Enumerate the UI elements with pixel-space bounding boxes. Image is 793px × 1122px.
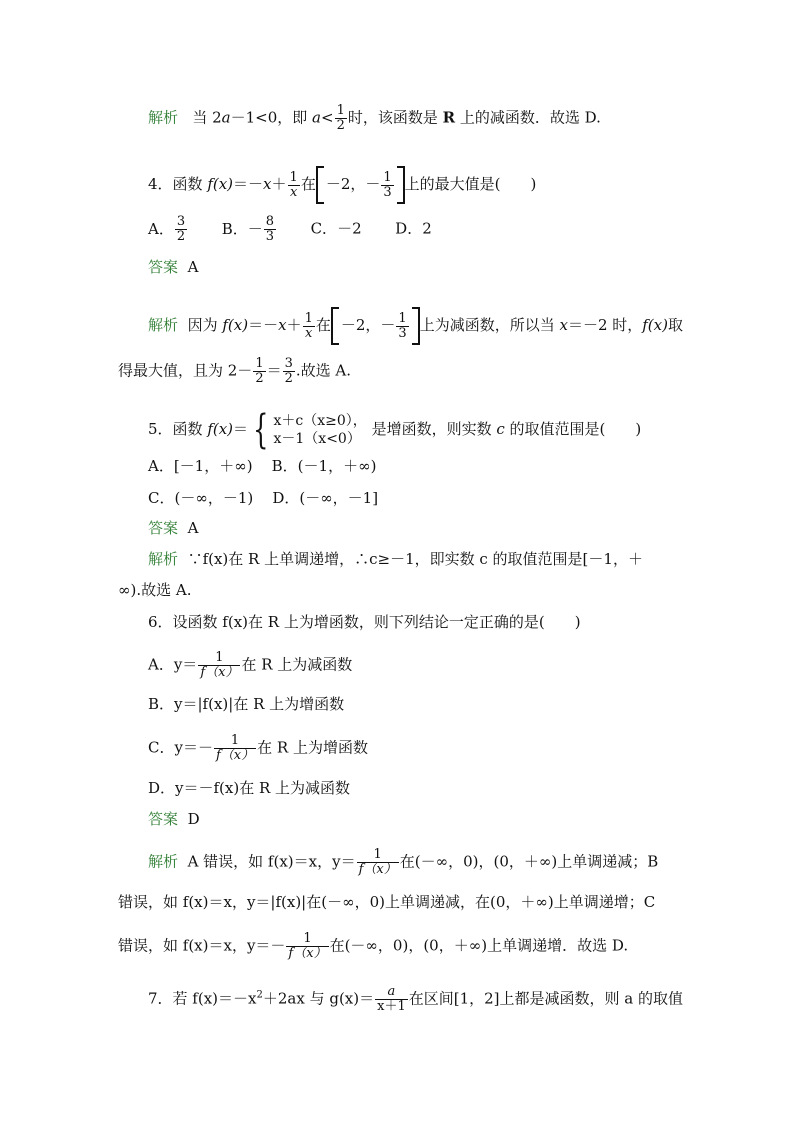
q6-stem: 6．设函数 f(x)在 R 上为增函数，则下列结论一定正确的是( ) — [148, 613, 581, 631]
q7-stem: 7．若 $f(x)=-x^2+2ax$ 与 g(x)＝ $\frac{a}{x+1}$ 在区间[1，2]上都是减函数，则 a 的取值 — [148, 984, 684, 1014]
q6-option-a: A．y＝ $\frac{1}{f(x)}$ 在 R 上为减函数 — [148, 650, 353, 680]
text: 上的减函数．故选 D. — [455, 108, 601, 127]
option-a: A． $\frac{3}{2}$ — [148, 214, 186, 244]
q6-answer: 答案 D — [148, 810, 200, 828]
q4-analysis-line2: 得最大值，且为 2－ $\frac{1}{2}$ ＝ $\frac{3}{2}$ .故选 A. — [118, 356, 352, 386]
q5-answer: 答案 A — [148, 519, 199, 537]
answer-label: 答案 — [148, 810, 179, 828]
analysis-label: 解析 — [148, 550, 179, 568]
q5-stem: 5．函数 f(x)＝ { x＋c（x≥0）， x－1（x<0） 是增函数，则实数 c 的取值范围是( ) — [148, 407, 642, 453]
q6-option-c: C．y＝－ $\frac{1}{f(x)}$ 在 R 上为增函数 — [148, 733, 368, 763]
option-b: B．(－1，＋∞) — [271, 457, 377, 475]
piecewise-cases: x＋c（x≥0）， x－1（x<0） — [273, 413, 367, 447]
q4-options — [148, 215, 432, 244]
option-d: D．2 — [395, 219, 432, 238]
q5-analysis-line2: ∞).故选 A. — [118, 581, 192, 599]
q6-option-d: D．y＝－f(x)在 R 上为减函数 — [148, 779, 351, 797]
q6-analysis-line1: 解析 A 错误，如 f(x)＝x，y＝ $\frac{1}{f(x)}$ 在(－∞，0)，(0，＋∞)上单调递减；B — [148, 847, 659, 877]
q5-analysis-line1: 解析 ∵f(x)在 R 上单调递增，∴c≥－1，即实数 c 的取值范围是[－1，＋ — [148, 550, 643, 568]
left-bracket — [316, 166, 324, 204]
option-b: B．－ $\frac{8}{3}$ — [221, 214, 275, 244]
var: a — [312, 108, 321, 127]
var: a — [221, 108, 231, 127]
text: －1<0，即 — [230, 108, 313, 127]
text: < — [320, 108, 334, 127]
text: 时，该函数是 — [347, 108, 443, 127]
real-set: R — [442, 108, 456, 127]
q4-analysis-line1: 解析 因为 f(x)＝－x＋ $\frac{1}{x}$ 在 －2，－ $\frac{1}{3}$ 上为减函数，所以当 x＝－2 时，f(x)取 — [148, 307, 683, 345]
answer-label: 答案 — [148, 519, 179, 537]
q6-option-b: B．y＝|f(x)|在 R 上为增函数 — [148, 695, 345, 713]
q4-answer: 答案 A — [148, 258, 199, 276]
text: 当 2 — [192, 108, 222, 127]
q4-stem: 4．函数 f(x)＝－x＋ $\frac{1}{x}$ 在 －2，－ $\frac{1}{3}$ 上的最大值是( ) — [148, 166, 536, 204]
q3-analysis-line — [148, 104, 601, 133]
fraction: $\frac{1}{3}$ — [383, 169, 392, 200]
option-c: C．－2 — [310, 219, 362, 238]
option-c: C．(－∞，－1) — [148, 489, 254, 507]
analysis-label: 解析 — [148, 852, 179, 871]
analysis-label: 解析 — [148, 316, 179, 334]
fraction: $\frac{1}{2}$ — [336, 103, 345, 133]
option-a: A．[－1，＋∞) — [148, 457, 253, 475]
q6-analysis-line2: 错误，如 f(x)＝x，y＝|f(x)|在(－∞，0)上单调递减，在(0，＋∞)上单调递增；C — [118, 893, 656, 911]
option-d: D．(－∞，－1] — [272, 489, 379, 507]
right-bracket — [397, 166, 405, 204]
fraction: $\frac{1}{x}$ — [289, 169, 298, 200]
q5-options-cd — [148, 488, 378, 508]
analysis-label: 解析 — [148, 108, 179, 127]
q6-analysis-line3: 错误，如 f(x)＝x，y＝－ $\frac{1}{f(x)}$ 在(－∞，0)，(0，＋∞)上单调递增．故选 D. — [118, 931, 629, 961]
q5-options-ab — [148, 456, 376, 476]
answer-label: 答案 — [148, 258, 179, 276]
left-brace: { — [253, 407, 269, 453]
